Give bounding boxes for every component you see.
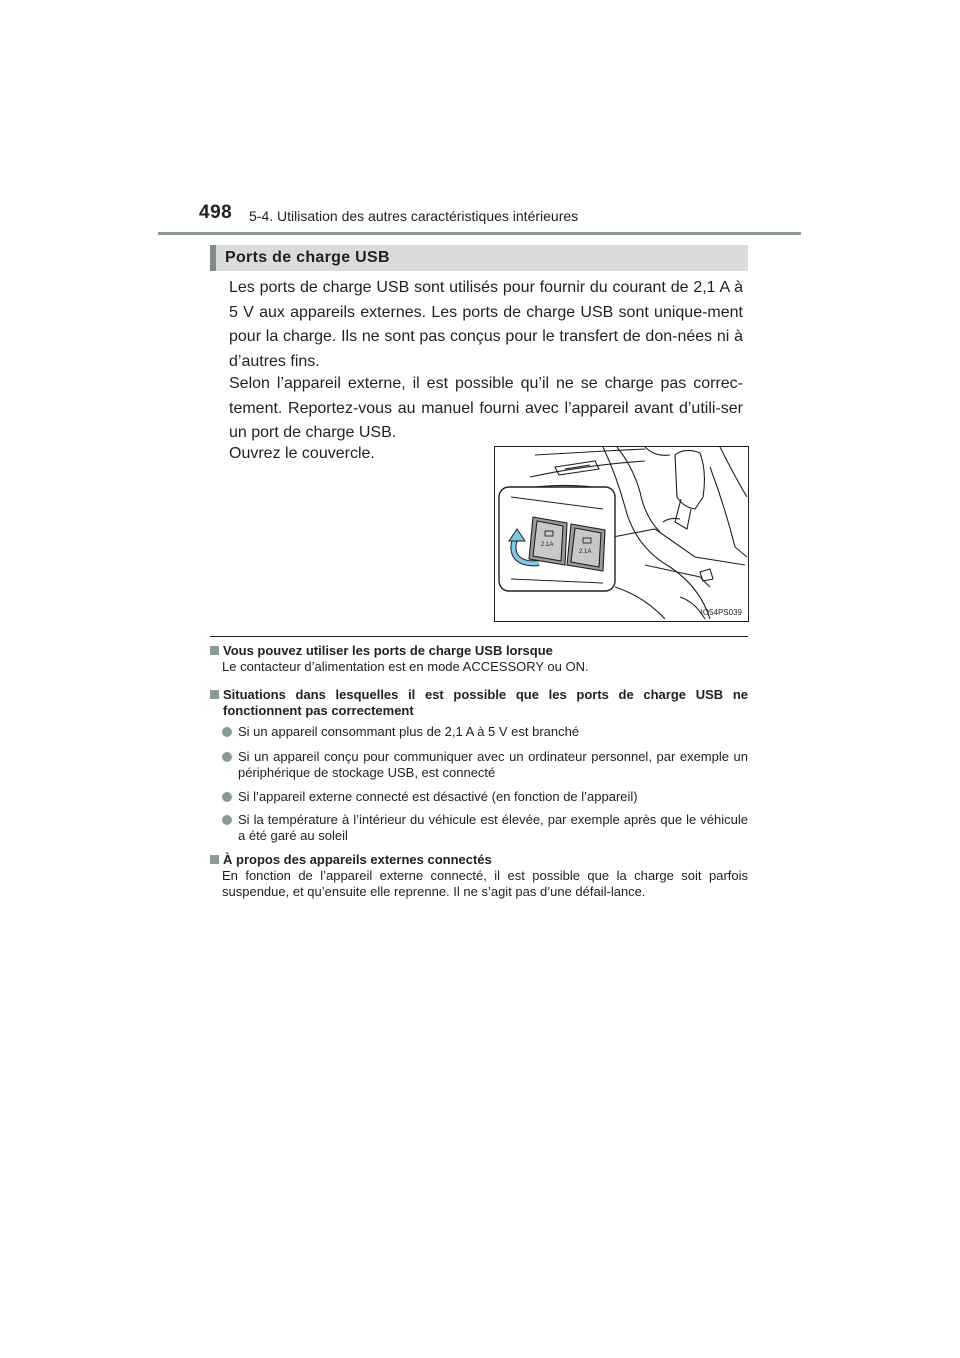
note-heading: Vous pouvez utiliser les ports de charge USB lorsque — [223, 643, 553, 658]
header-divider — [158, 232, 801, 235]
round-bullet-icon — [222, 815, 232, 825]
note-connected-devices — [210, 852, 748, 900]
note-text: Le contacteur d’alimentation est en mode ACCESSORY ou ON. — [222, 659, 589, 674]
round-bullet-icon — [222, 792, 232, 802]
list-item: Si un appareil consommant plus de 2,1 A à 5 V est branché — [222, 724, 748, 740]
round-bullet-icon — [222, 752, 232, 762]
note-heading: Situations dans lesquelles il est possible que les ports de charge USB ne fonctionnent pas correctement — [223, 687, 748, 718]
console-drawing — [495, 447, 748, 621]
figure-code: IO54PS039 — [700, 608, 742, 617]
note-heading: À propos des appareils externes connectés — [223, 852, 492, 867]
list-item: Si l’appareil externe connecté est désactivé (en fonction de l’appareil) — [222, 789, 748, 805]
round-bullet-icon — [222, 727, 232, 737]
list-item: Si la température à l’intérieur du véhicule est élevée, par exemple après que le véhicule a été garé au soleil — [222, 812, 748, 844]
section-accent-bar — [210, 245, 216, 271]
note-text: En fonction de l’appareil externe connecté, il est possible que la charge soit parfois suspendue, et qu’ensuite elle reprenne. Il ne s’agit pas d’une défail-lance. — [222, 868, 748, 899]
square-bullet-icon — [210, 646, 219, 655]
square-bullet-icon — [210, 855, 219, 864]
notes-divider — [210, 636, 748, 637]
list-item: Si un appareil conçu pour communiquer avec un ordinateur personnel, par exemple un périphérique de stockage USB, est connecté — [222, 749, 748, 781]
square-bullet-icon — [210, 690, 219, 699]
port-label-right: 2.1A — [579, 549, 592, 555]
port-label-left: 2.1A — [541, 542, 554, 548]
chapter-title: 5-4. Utilisation des autres caractéristiques intérieures — [249, 208, 579, 224]
body-paragraph-2: Selon l’appareil externe, il est possible qu’il ne se charge pas correc-tement. Reportez-vous au manuel fourni avec l’appareil avant d’utili-ser un port de charge USB. — [229, 375, 743, 441]
body-paragraph-1: Les ports de charge USB sont utilisés pour fournir du courant de 2,1 A à 5 V aux appareils externes. Les ports de charge USB sont unique-ment pour la charge. Ils ne sont pas conçus pour le transfert de don-nées ni à d’autres fins. — [229, 279, 743, 370]
instruction-text: Ouvrez le couvercle. — [229, 445, 375, 462]
section-heading — [210, 245, 748, 271]
usb-port-illustration — [494, 446, 749, 622]
note-malfunction-situations — [210, 687, 748, 719]
section-title: Ports de charge USB — [225, 249, 390, 266]
page-number: 498 — [199, 202, 233, 223]
note-usb-availability — [210, 643, 748, 675]
